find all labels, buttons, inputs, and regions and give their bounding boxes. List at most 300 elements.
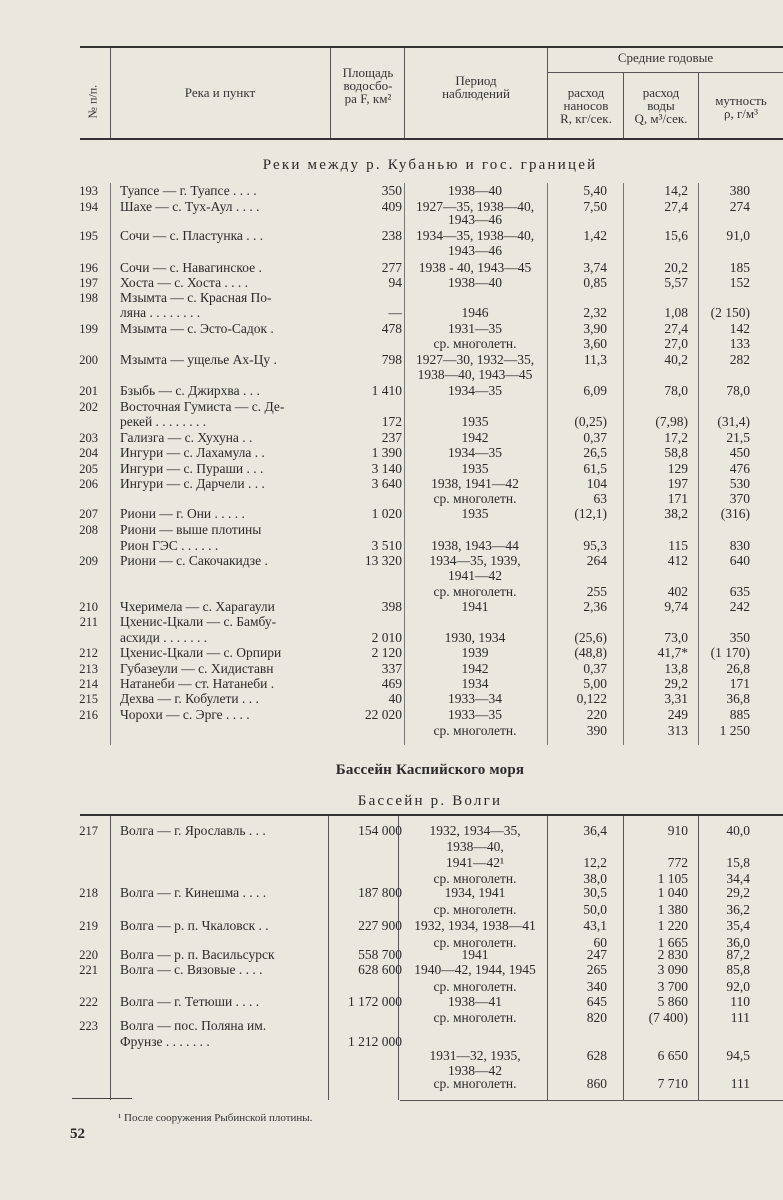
cell-period: 1933—34 — [448, 691, 502, 706]
cell-area: 238 — [381, 228, 402, 243]
cell-period: ср. многолетн. — [433, 723, 517, 738]
cell-num: 209 — [79, 554, 98, 568]
cell-name: Волга — г. Тетюши . . . . — [120, 994, 260, 1009]
cell-m: 36,8 — [726, 691, 750, 706]
cell-r: 38,0 — [583, 871, 607, 886]
cell-num: 208 — [79, 523, 98, 537]
cell-q: 5,57 — [664, 275, 688, 290]
cell-r: 12,2 — [583, 855, 607, 870]
cell-area: 3 510 — [371, 538, 402, 553]
cell-area: 337 — [381, 661, 402, 676]
cell-period: 1934—35, 1938—40, — [415, 228, 535, 243]
cell-r: 43,1 — [583, 918, 607, 933]
cell-q: 1 380 — [657, 902, 688, 917]
cell-m: 87,2 — [726, 947, 750, 962]
cell-m: 34,4 — [726, 871, 750, 886]
cell-m: 36,2 — [726, 902, 750, 917]
cell-m: 133 — [729, 336, 750, 351]
cell-m: 370 — [729, 491, 750, 506]
cell-area: 2 010 — [371, 630, 402, 645]
cell-q: 1 220 — [657, 918, 688, 933]
cell-m: 380 — [729, 183, 750, 198]
cell-area: 1 212 000 — [348, 1034, 402, 1049]
cell-m: 111 — [730, 1076, 750, 1091]
cell-period: 1943—46 — [448, 243, 502, 258]
cell-m: 15,8 — [726, 855, 750, 870]
cell-period: 1939 — [461, 645, 489, 660]
cell-period: ср. многолетн. — [433, 1076, 517, 1091]
cell-r: (25,6) — [574, 630, 607, 645]
cell-m: 110 — [730, 994, 750, 1009]
footnote: ¹ После сооружения Рыбинской плотины. — [118, 1112, 313, 1124]
cell-period: 1938—40 — [448, 183, 502, 198]
cell-m: 450 — [729, 445, 750, 460]
cell-r: 6,09 — [583, 383, 607, 398]
cell-q: 2 830 — [657, 947, 688, 962]
cell-area: 227 900 — [358, 918, 402, 933]
cell-period: 1934 — [461, 676, 489, 691]
cell-q: 249 — [667, 707, 688, 722]
cell-m: 85,8 — [726, 962, 750, 977]
cell-area: 2 120 — [371, 645, 402, 660]
cell-m: 35,4 — [726, 918, 750, 933]
cell-r: 820 — [586, 1010, 607, 1025]
cell-area: 350 — [381, 183, 402, 198]
cell-r: 63 — [593, 491, 607, 506]
cell-m: (316) — [720, 506, 750, 521]
cell-r: (0,25) — [574, 414, 607, 429]
cell-period: 1932, 1934—35, — [429, 823, 521, 838]
cell-period: 1941 — [461, 947, 489, 962]
cell-q: 13,8 — [664, 661, 688, 676]
cell-name: Гализга — с. Хухуна . . — [120, 430, 253, 445]
cell-r: 5,40 — [583, 183, 607, 198]
header-area — [332, 66, 404, 105]
cell-period: ср. многолетн. — [433, 935, 517, 950]
cell-num: 193 — [79, 184, 98, 198]
header-divider — [110, 48, 111, 138]
header-m-line: ρ, г/м³ — [723, 106, 759, 121]
cell-area: 1 172 000 — [348, 994, 402, 1009]
cell-period: 1934, 1941 — [444, 885, 506, 900]
cell-area: 478 — [381, 321, 402, 336]
cell-q: 29,2 — [664, 676, 688, 691]
header-area-line: водосбо- — [343, 78, 393, 93]
cell-r: 7,50 — [583, 199, 607, 214]
cell-name: Ингури — с. Дарчели . . . — [120, 476, 265, 491]
header-period — [406, 74, 546, 100]
cell-num: 207 — [79, 507, 98, 521]
cell-q: 402 — [667, 584, 688, 599]
cell-q: (7 400) — [648, 1010, 688, 1025]
cell-r: 264 — [586, 553, 607, 568]
cell-period: ср. многолетн. — [433, 336, 517, 351]
cell-period: 1938—40, — [446, 839, 504, 854]
cell-period: 1940—42, 1944, 1945 — [414, 962, 536, 977]
cell-q: 5 860 — [657, 994, 688, 1009]
cell-num: 201 — [79, 384, 98, 398]
header-r-line: наносов — [563, 98, 609, 113]
cell-area: 1 410 — [371, 383, 402, 398]
cell-area: 13 320 — [364, 553, 402, 568]
cell-m: 830 — [729, 538, 750, 553]
cell-area: 40 — [388, 691, 402, 706]
cell-r: 628 — [586, 1048, 607, 1063]
cell-q: 17,2 — [664, 430, 688, 445]
cell-q: 1 665 — [657, 935, 688, 950]
cell-name: Риони — выше плотины — [120, 522, 262, 537]
cell-name: Цхенис-Цкали — с. Орпири — [120, 645, 282, 660]
cell-m: 885 — [729, 707, 750, 722]
section-top-rule — [80, 814, 783, 816]
cell-period: ср. многолетн. — [433, 1010, 517, 1025]
cell-name: Волга — р. п. Чкаловск . . — [120, 918, 269, 933]
cell-period: 1927—35, 1938—40, — [415, 199, 535, 214]
cell-period: 1938—40, 1943—45 — [417, 367, 533, 382]
cell-period: ср. многолетн. — [433, 491, 517, 506]
cell-q: 40,2 — [664, 352, 688, 367]
cell-num: 198 — [79, 291, 98, 305]
cell-num: 205 — [79, 462, 98, 476]
cell-period: 1930, 1934 — [444, 630, 506, 645]
cell-m: 29,2 — [726, 885, 750, 900]
section-title: Бассейн Каспийского моря — [335, 762, 525, 778]
cell-period: 1938 - 40, 1943—45 — [418, 260, 532, 275]
cell-name: ляна . . . . . . . . — [120, 305, 201, 320]
cell-name: Чорохи — с. Эрге . . . . — [120, 707, 250, 722]
cell-num: 203 — [79, 431, 98, 445]
cell-m: 274 — [729, 199, 750, 214]
section-title: Бассейн р. Волги — [357, 793, 503, 809]
cell-q: 1,08 — [664, 305, 688, 320]
header-q-line: расход — [642, 85, 680, 100]
cell-name: Фрунзе . . . . . . . — [120, 1034, 210, 1049]
cell-q: 412 — [667, 553, 688, 568]
cell-r: 30,5 — [583, 885, 607, 900]
cell-r: 26,5 — [583, 445, 607, 460]
cell-area: 22 020 — [364, 707, 402, 722]
cell-name: Туапсе — г. Туапсе . . . . — [120, 183, 257, 198]
cell-q: 15,6 — [664, 228, 688, 243]
cell-q: 27,4 — [664, 321, 688, 336]
cell-m: 36,0 — [726, 935, 750, 950]
cell-area: 154 000 — [358, 823, 402, 838]
cell-name: Мзымта — с. Красная По- — [120, 290, 272, 305]
cell-area: 187 800 — [358, 885, 402, 900]
cell-q: 73,0 — [664, 630, 688, 645]
cell-num: 222 — [79, 995, 98, 1009]
cell-r: 645 — [586, 994, 607, 1009]
cell-period: 1938, 1941—42 — [431, 476, 519, 491]
cell-q: 20,2 — [664, 260, 688, 275]
cell-m: 530 — [729, 476, 750, 491]
cell-period: ср. многолетн. — [433, 871, 517, 886]
cell-area: 628 600 — [358, 962, 402, 977]
cell-q: 1 040 — [657, 885, 688, 900]
cell-num: 202 — [79, 400, 98, 414]
cell-q: 3 090 — [657, 962, 688, 977]
cell-period: 1927—30, 1932—35, — [415, 352, 535, 367]
cell-name: Ингури — с. Лахамула . . — [120, 445, 265, 460]
cell-num: 206 — [79, 477, 98, 491]
cell-period: 1935 — [461, 506, 489, 521]
cell-area: 558 700 — [358, 947, 402, 962]
cell-m: 1 250 — [719, 723, 750, 738]
cell-r: 0,37 — [583, 430, 607, 445]
header-r — [548, 86, 624, 125]
cell-name: Бзыбь — с. Джирхва . . . — [120, 383, 260, 398]
cell-area: 469 — [381, 676, 402, 691]
cell-period: 1938—42 — [448, 1063, 502, 1078]
cell-m: 171 — [729, 676, 750, 691]
cell-num: 195 — [79, 229, 98, 243]
cell-period: 1943—46 — [448, 212, 502, 227]
section-title: Реки между р. Кубанью и гос. границей — [262, 157, 598, 173]
cell-r: 2,36 — [583, 599, 607, 614]
cell-area: 409 — [381, 199, 402, 214]
cell-m: 94,5 — [726, 1048, 750, 1063]
cell-r: 1,42 — [583, 228, 607, 243]
cell-area: 1 020 — [371, 506, 402, 521]
cell-q: 197 — [667, 476, 688, 491]
cell-name: Цхенис-Цкали — с. Бамбу- — [120, 614, 277, 629]
cell-m: 476 — [729, 461, 750, 476]
cell-q: 6 650 — [657, 1048, 688, 1063]
footnote-rule — [72, 1098, 132, 1099]
cell-r: 5,00 — [583, 676, 607, 691]
cell-m: 640 — [729, 553, 750, 568]
cell-r: 3,74 — [583, 260, 607, 275]
header-area-line: Площадь — [342, 65, 394, 80]
cell-name: Сочи — с. Навагинское . — [120, 260, 262, 275]
cell-r: 0,122 — [576, 691, 607, 706]
cell-name: Волга — г. Кинешма . . . . — [120, 885, 267, 900]
cell-name: Хоста — с. Хоста . . . . — [120, 275, 249, 290]
cell-q: 78,0 — [664, 383, 688, 398]
cell-m: 282 — [729, 352, 750, 367]
cell-area: — — [388, 305, 402, 320]
cell-period: 1942 — [461, 430, 489, 445]
header-divider — [330, 48, 331, 138]
cell-num: 197 — [79, 276, 98, 290]
cell-area: 3 640 — [371, 476, 402, 491]
cell-m: 92,0 — [726, 979, 750, 994]
cell-q: 772 — [667, 855, 688, 870]
cell-m: 242 — [729, 599, 750, 614]
cell-q: 129 — [667, 461, 688, 476]
cell-r: 60 — [593, 935, 607, 950]
cell-r: 11,3 — [583, 352, 607, 367]
cell-q: 27,4 — [664, 199, 688, 214]
cell-num: 219 — [79, 919, 98, 933]
cell-name: Губазеули — с. Хидиставн — [120, 661, 274, 676]
cell-num: 223 — [79, 1019, 98, 1033]
cell-m: 26,8 — [726, 661, 750, 676]
cell-period: 1934—35, 1939, — [429, 553, 521, 568]
table-top-rule — [80, 46, 783, 48]
cell-name: рекей . . . . . . . . — [120, 414, 207, 429]
cell-period: ср. многолетн. — [433, 902, 517, 917]
cell-r: 255 — [586, 584, 607, 599]
cell-area: 3 140 — [371, 461, 402, 476]
cell-name: Дехва — г. Кобулети . . . — [120, 691, 259, 706]
cell-m: 635 — [729, 584, 750, 599]
cell-name: Ингури — с. Пураши . . . — [120, 461, 264, 476]
cell-m: 185 — [729, 260, 750, 275]
cell-q: 1 105 — [657, 871, 688, 886]
cell-name: Чхеримела — с. Харагаули — [120, 599, 275, 614]
cell-q: 171 — [667, 491, 688, 506]
cell-m: 91,0 — [726, 228, 750, 243]
cell-period: 1933—35 — [448, 707, 502, 722]
cell-num: 210 — [79, 600, 98, 614]
column-divider — [110, 816, 111, 1100]
cell-num: 213 — [79, 662, 98, 676]
header-group: Средние годовые — [617, 50, 714, 65]
header-area-line: ра F, км² — [344, 91, 392, 106]
header-m-line: мутность — [715, 93, 767, 108]
cell-name: Волга — р. п. Васильсурск — [120, 947, 275, 962]
cell-num: 217 — [79, 824, 98, 838]
cell-area: 94 — [388, 275, 402, 290]
cell-m: (1 170) — [710, 645, 750, 660]
column-divider — [110, 183, 111, 745]
cell-r: 2,32 — [583, 305, 607, 320]
cell-num: 221 — [79, 963, 98, 977]
cell-q: 313 — [667, 723, 688, 738]
cell-m: 21,5 — [726, 430, 750, 445]
cell-period: 1938, 1943—44 — [431, 538, 519, 553]
header-q — [624, 86, 698, 125]
cell-num: 196 — [79, 261, 98, 275]
cell-num: 211 — [79, 615, 98, 629]
header-period-line: наблюдений — [442, 86, 510, 101]
cell-m: 152 — [729, 275, 750, 290]
cell-q: 9,74 — [664, 599, 688, 614]
cell-name: Восточная Гумиста — с. Де- — [120, 399, 285, 414]
cell-name: Мзымта — с. Эсто-Садок . — [120, 321, 274, 336]
cell-r: 3,90 — [583, 321, 607, 336]
cell-q: 58,8 — [664, 445, 688, 460]
cell-period: 1942 — [461, 661, 489, 676]
cell-num: 204 — [79, 446, 98, 460]
cell-name: Волга — с. Вязовые . . . . — [120, 962, 263, 977]
cell-q: 38,2 — [664, 506, 688, 521]
cell-r: 340 — [586, 979, 607, 994]
cell-area: 277 — [381, 260, 402, 275]
header-q-line: воды — [647, 98, 675, 113]
header-r-line: R, кг/сек. — [560, 111, 612, 126]
cell-r: 95,3 — [583, 538, 607, 553]
cell-r: 860 — [586, 1076, 607, 1091]
cell-period: 1941 — [461, 599, 489, 614]
cell-area: 1 390 — [371, 445, 402, 460]
cell-q: 115 — [668, 538, 688, 553]
cell-r: 0,37 — [583, 661, 607, 676]
cell-num: 218 — [79, 886, 98, 900]
cell-name: Риони — г. Они . . . . . — [120, 506, 245, 521]
cell-r: 265 — [586, 962, 607, 977]
cell-q: 7 710 — [657, 1076, 688, 1091]
cell-period: 1931—35 — [448, 321, 502, 336]
cell-m: 111 — [730, 1010, 750, 1025]
cell-name: Шахе — с. Тух-Аул . . . . — [120, 199, 260, 214]
cell-area: 237 — [381, 430, 402, 445]
cell-num: 214 — [79, 677, 98, 691]
header-period-line: Период — [455, 73, 497, 88]
cell-num: 200 — [79, 353, 98, 367]
cell-r: 247 — [586, 947, 607, 962]
cell-r: 50,0 — [583, 902, 607, 917]
header-q-line: Q, м³/сек. — [634, 111, 688, 126]
cell-r: 36,4 — [583, 823, 607, 838]
cell-period: ср. многолетн. — [433, 979, 517, 994]
cell-period: 1931—32, 1935, — [429, 1048, 521, 1063]
cell-num: 215 — [79, 692, 98, 706]
cell-area: 798 — [381, 352, 402, 367]
cell-period: 1941—42 — [448, 568, 502, 583]
cell-name: Риони — с. Сакочакидзе . — [120, 553, 268, 568]
cell-period: 1934—35 — [448, 383, 502, 398]
cell-r: (48,8) — [574, 645, 607, 660]
cell-q: 3,31 — [664, 691, 688, 706]
cell-period: 1941—42¹ — [445, 855, 505, 870]
cell-period: 1935 — [461, 414, 489, 429]
cell-num: 212 — [79, 646, 98, 660]
cell-name: Натанеби — ст. Натанеби . — [120, 676, 275, 691]
cell-m: (31,4) — [717, 414, 750, 429]
header-divider — [404, 48, 405, 138]
header-num: № п/п. — [85, 84, 100, 119]
cell-m: 142 — [729, 321, 750, 336]
header-bottom-rule — [80, 138, 783, 140]
cell-period: 1932, 1934, 1938—41 — [414, 918, 536, 933]
cell-r: (12,1) — [574, 506, 607, 521]
cell-r: 220 — [586, 707, 607, 722]
cell-period: 1946 — [461, 305, 489, 320]
group-header-rule — [548, 72, 783, 73]
cell-r: 390 — [586, 723, 607, 738]
cell-num: 216 — [79, 708, 98, 722]
cell-name: Волга — г. Ярославль . . . — [120, 823, 266, 838]
section-bottom-rule — [400, 1100, 783, 1101]
cell-name: Рион ГЭС . . . . . . — [120, 538, 219, 553]
cell-num: 194 — [79, 200, 98, 214]
cell-m: (2 150) — [710, 305, 750, 320]
cell-area: 172 — [381, 414, 402, 429]
cell-name: Сочи — с. Пластунка . . . — [120, 228, 264, 243]
cell-period: 1934—35 — [448, 445, 502, 460]
cell-m: 78,0 — [726, 383, 750, 398]
cell-q: (7,98) — [655, 414, 688, 429]
header-river: Река и пункт — [184, 85, 256, 100]
header-r-line: расход — [567, 85, 605, 100]
cell-m: 40,0 — [726, 823, 750, 838]
cell-num: 220 — [79, 948, 98, 962]
cell-name: Мзымта — ущелье Ах-Цу . — [120, 352, 277, 367]
cell-r: 104 — [586, 476, 607, 491]
cell-r: 61,5 — [583, 461, 607, 476]
cell-q: 27,0 — [664, 336, 688, 351]
page-number: 52 — [70, 1126, 85, 1142]
cell-q: 910 — [667, 823, 688, 838]
header-m — [699, 94, 783, 120]
cell-num: 199 — [79, 322, 98, 336]
cell-m: 350 — [729, 630, 750, 645]
cell-q: 14,2 — [664, 183, 688, 198]
cell-period: 1938—41 — [448, 994, 502, 1009]
cell-area: 398 — [381, 599, 402, 614]
